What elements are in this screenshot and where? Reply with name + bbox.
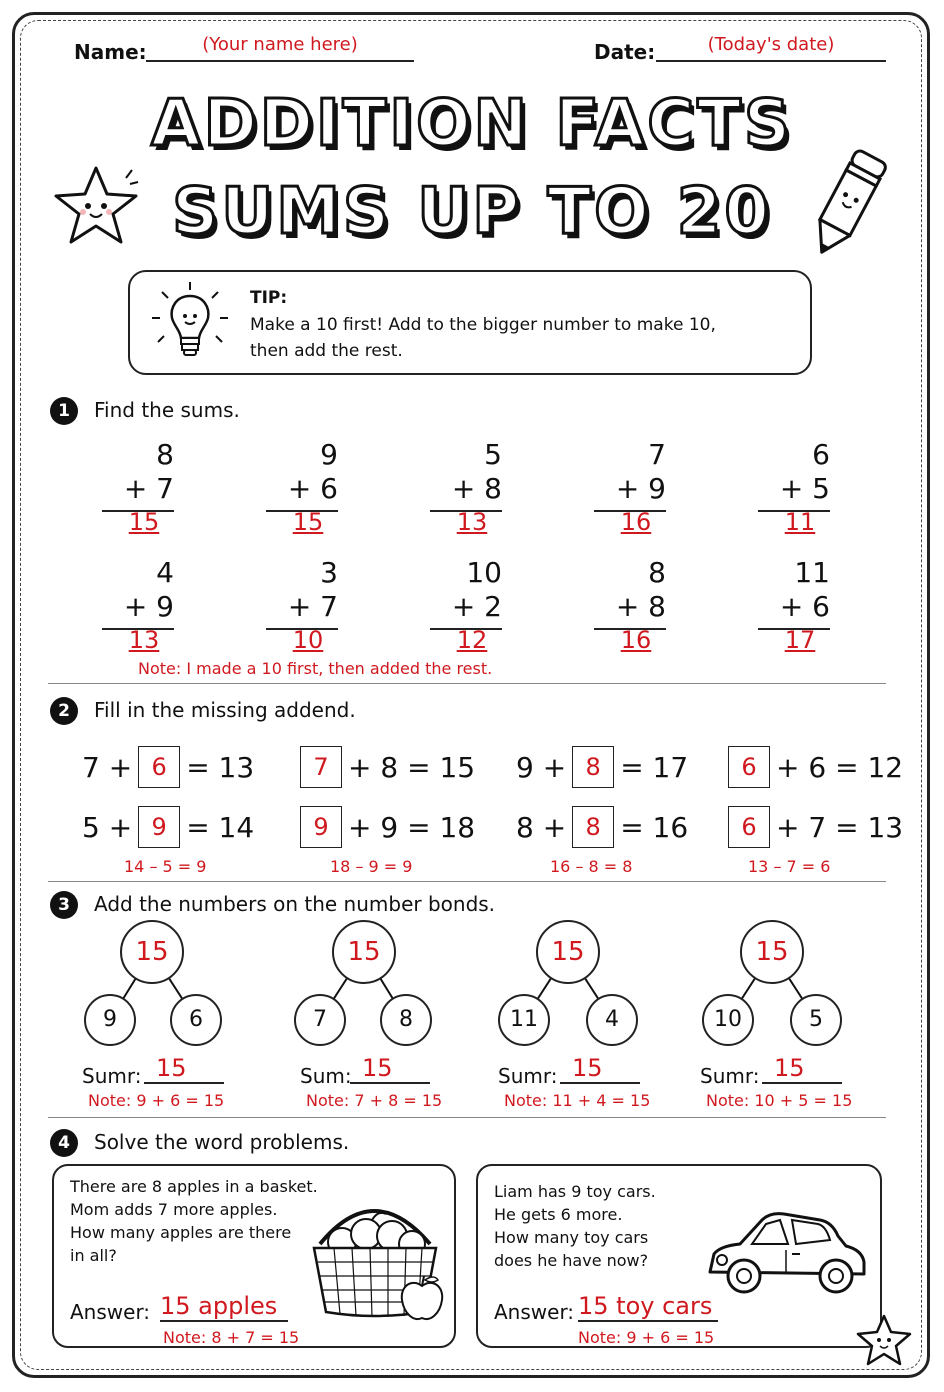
problem-top-number: 11 [794, 556, 830, 589]
answer-2-note: Note: 9 + 6 = 15 [578, 1328, 715, 1347]
missing-addend-box[interactable]: 6 [138, 746, 180, 788]
answer-1-note: Note: 8 + 7 = 15 [163, 1328, 300, 1347]
bond-part-circle: 10 [702, 994, 754, 1046]
problem-top-number: 3 [320, 556, 338, 589]
word-problem-2-text [494, 1180, 656, 1272]
equation-rest: + 9 = 18 [348, 810, 476, 844]
answer-value[interactable]: 13 [128, 626, 160, 654]
date-label: Date: [594, 40, 656, 64]
section-2-number: 2 [50, 697, 78, 725]
problem-top-number: 9 [320, 438, 338, 471]
bond-part-circle: 6 [170, 994, 222, 1046]
bond-part-circle: 5 [790, 994, 842, 1046]
answer-1-value: 15 apples [160, 1292, 278, 1320]
bond-whole-circle[interactable]: 15 [536, 920, 600, 984]
section-4-title: Solve the word problems. [94, 1130, 350, 1154]
word-problem-1-text [70, 1175, 318, 1267]
tip-line-2: then add the rest. [250, 341, 403, 361]
problem-addend: + 9 [123, 590, 174, 623]
problem-line: Liam has 9 toy cars. [494, 1182, 656, 1201]
star-icon [852, 1310, 916, 1370]
problem-top-number: 6 [812, 438, 830, 471]
equation-lead: 9 + [516, 750, 567, 784]
equation-rest: = 14 [186, 810, 255, 844]
missing-addend-box[interactable]: 6 [728, 806, 770, 848]
sum-label: Sumr: [82, 1064, 142, 1088]
answer-value[interactable]: 11 [784, 508, 816, 536]
problem-top-number: 10 [466, 556, 502, 589]
section-3-number: 3 [50, 891, 78, 919]
equation-lead: 8 + [516, 810, 567, 844]
bond-part-circle: 4 [586, 994, 638, 1046]
missing-addend-box[interactable]: 8 [572, 806, 614, 848]
subtraction-note: 16 – 8 = 8 [550, 857, 633, 876]
problem-line: He gets 6 more. [494, 1205, 623, 1224]
subtraction-note: 13 – 7 = 6 [748, 857, 831, 876]
sum-value: 15 [156, 1054, 187, 1082]
date-value: (Today's date) [707, 34, 835, 55]
problem-top-number: 7 [648, 438, 666, 471]
name-value: (Your name here) [202, 34, 358, 55]
equation-rest: = 16 [620, 810, 689, 844]
answer-1-field[interactable] [160, 1292, 288, 1322]
car-icon [700, 1202, 870, 1302]
subtraction-note: 18 – 9 = 9 [330, 857, 413, 876]
missing-addend-box[interactable]: 8 [572, 746, 614, 788]
section-2-title: Fill in the missing addend. [94, 698, 356, 722]
problem-top-number: 8 [156, 438, 174, 471]
missing-addend-box[interactable]: 7 [300, 746, 342, 788]
bond-part-circle: 11 [498, 994, 550, 1046]
problem-line: Mom adds 7 more apples. [70, 1200, 278, 1219]
section-1-note: Note: I made a 10 first, then added the rest. [138, 659, 493, 678]
sum-field[interactable] [350, 1054, 430, 1084]
sum-field[interactable] [144, 1054, 224, 1084]
problem-line: There are 8 apples in a basket. [70, 1177, 318, 1196]
sum-note: Note: 7 + 8 = 15 [306, 1091, 443, 1110]
bond-part-circle: 9 [84, 994, 136, 1046]
missing-addend-box[interactable]: 9 [138, 806, 180, 848]
answer-value[interactable]: 16 [620, 626, 652, 654]
equation-lead: 5 + [82, 810, 133, 844]
problem-addend: + 7 [287, 590, 338, 623]
bond-whole-circle[interactable]: 15 [740, 920, 804, 984]
answer-1-label: Answer: [70, 1300, 151, 1324]
sum-label: Sum: [300, 1064, 352, 1088]
problem-top-number: 4 [156, 556, 174, 589]
answer-value[interactable]: 16 [620, 508, 652, 536]
tip-title: TIP: [250, 288, 288, 308]
answer-value[interactable]: 15 [292, 508, 324, 536]
name-label: Name: [74, 40, 147, 64]
apple-icon [398, 1272, 446, 1324]
sum-value: 15 [362, 1054, 393, 1082]
sum-label: Sumr: [700, 1064, 760, 1088]
bond-whole-circle[interactable]: 15 [332, 920, 396, 984]
answer-2-value: 15 toy cars [578, 1292, 713, 1320]
answer-value[interactable]: 13 [456, 508, 488, 536]
problem-line: How many toy cars [494, 1228, 649, 1247]
bond-whole-circle[interactable]: 15 [120, 920, 184, 984]
problem-top-number: 8 [648, 556, 666, 589]
problem-line: does he have now? [494, 1251, 649, 1270]
answer-value[interactable]: 12 [456, 626, 488, 654]
problem-addend: + 6 [287, 472, 338, 505]
title-line-2: SUMS UP TO 20 [172, 175, 772, 249]
sum-note: Note: 10 + 5 = 15 [706, 1091, 853, 1110]
sum-value: 15 [572, 1054, 603, 1082]
missing-addend-box[interactable]: 6 [728, 746, 770, 788]
sum-field[interactable] [560, 1054, 640, 1084]
subtraction-note: 14 – 5 = 9 [124, 857, 207, 876]
sum-value: 15 [774, 1054, 805, 1082]
problem-addend: + 9 [615, 472, 666, 505]
missing-addend-box[interactable]: 9 [300, 806, 342, 848]
equation-lead: 7 + [82, 750, 133, 784]
problem-line: in all? [70, 1246, 117, 1265]
answer-value[interactable]: 17 [784, 626, 816, 654]
sum-label: Sumr: [498, 1064, 558, 1088]
problem-addend: + 8 [451, 472, 502, 505]
problem-addend: + 5 [779, 472, 830, 505]
divider [48, 1117, 886, 1118]
answer-value[interactable]: 10 [292, 626, 324, 654]
answer-value[interactable]: 15 [128, 508, 160, 536]
answer-2-field[interactable] [578, 1292, 718, 1322]
problem-addend: + 2 [451, 590, 502, 623]
section-1-title: Find the sums. [94, 398, 240, 422]
section-4-number: 4 [50, 1129, 78, 1157]
equation-rest: = 13 [186, 750, 255, 784]
equation-rest: = 17 [620, 750, 689, 784]
problem-line: How many apples are there [70, 1223, 292, 1242]
equation-rest: + 8 = 15 [348, 750, 476, 784]
section-3-title: Add the numbers on the number bonds. [94, 892, 496, 916]
problem-addend: + 7 [123, 472, 174, 505]
answer-2-label: Answer: [494, 1300, 575, 1324]
sum-note: Note: 11 + 4 = 15 [504, 1091, 651, 1110]
sum-field[interactable] [762, 1054, 842, 1084]
bond-part-circle: 8 [380, 994, 432, 1046]
problem-addend: + 8 [615, 590, 666, 623]
problem-top-number: 5 [484, 438, 502, 471]
problem-addend: + 6 [779, 590, 830, 623]
equation-rest: + 6 = 12 [776, 750, 904, 784]
sum-note: Note: 9 + 6 = 15 [88, 1091, 225, 1110]
title-line-1: ADDITION FACTS [151, 87, 793, 161]
bond-part-circle: 7 [294, 994, 346, 1046]
tip-line-1: Make a 10 first! Add to the bigger number to make 10, [250, 315, 716, 335]
equation-rest: + 7 = 13 [776, 810, 904, 844]
section-1-number: 1 [50, 397, 78, 425]
